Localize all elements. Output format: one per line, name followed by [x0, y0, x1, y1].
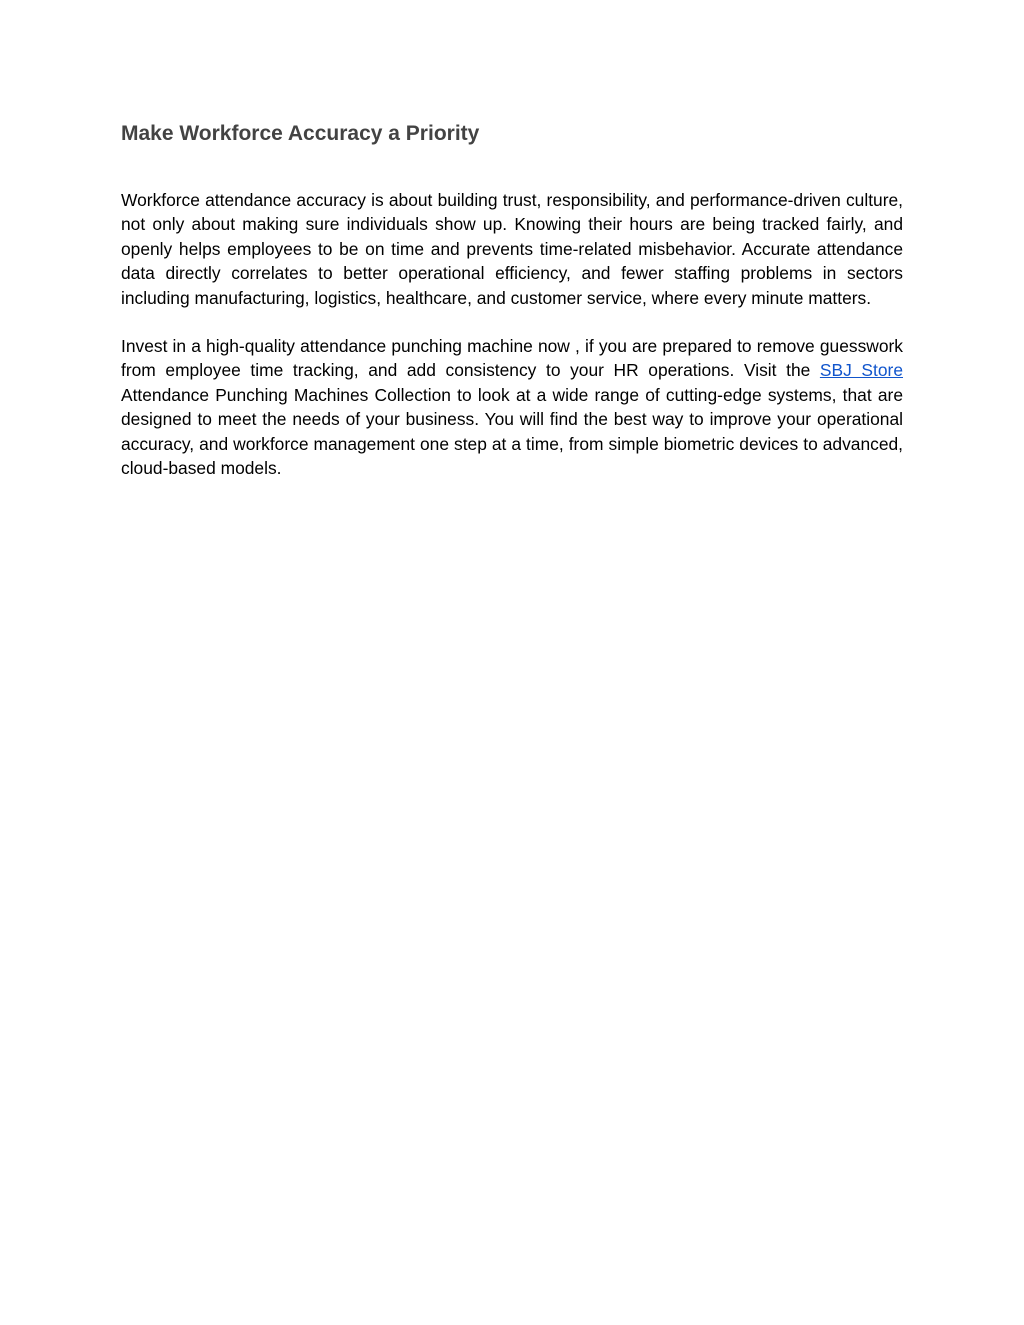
sbj-store-link[interactable]: SBJ Store — [819, 360, 903, 381]
paragraph-invest-rest: Attendance Punching Machines Collection to look at a wide range of cutting-edge systems, that are designed to meet the needs of your business. You will find the best way to improve your operational accuracy, and workforce management one step at a time, from simple biometric devices to advanced, cloud-based models. — [121, 384, 903, 479]
paragraph-invest — [121, 334, 903, 480]
paragraph-invest-intro: Invest in a high-quality attendance punching machine now , if you are prepared to remove guesswork from employee time tracking, and add consistency to your HR operations. Visit the — [121, 336, 903, 381]
document-content — [121, 118, 903, 504]
document-heading: Make Workforce Accuracy a Priority — [121, 122, 480, 145]
paragraph-workforce-accuracy: Workforce attendance accuracy is about building trust, responsibility, and performance-driven culture, not only about making sure individuals show up. Knowing their hours are being tracked fairly, and openly helps employees to be on time and prevents time-related misbehavior. Accurate attendance data directly correlates to better operational efficiency, and fewer staffing problems in sectors including manufacturing, logistics, healthcare, and customer service, where every minute matters. — [121, 190, 903, 308]
